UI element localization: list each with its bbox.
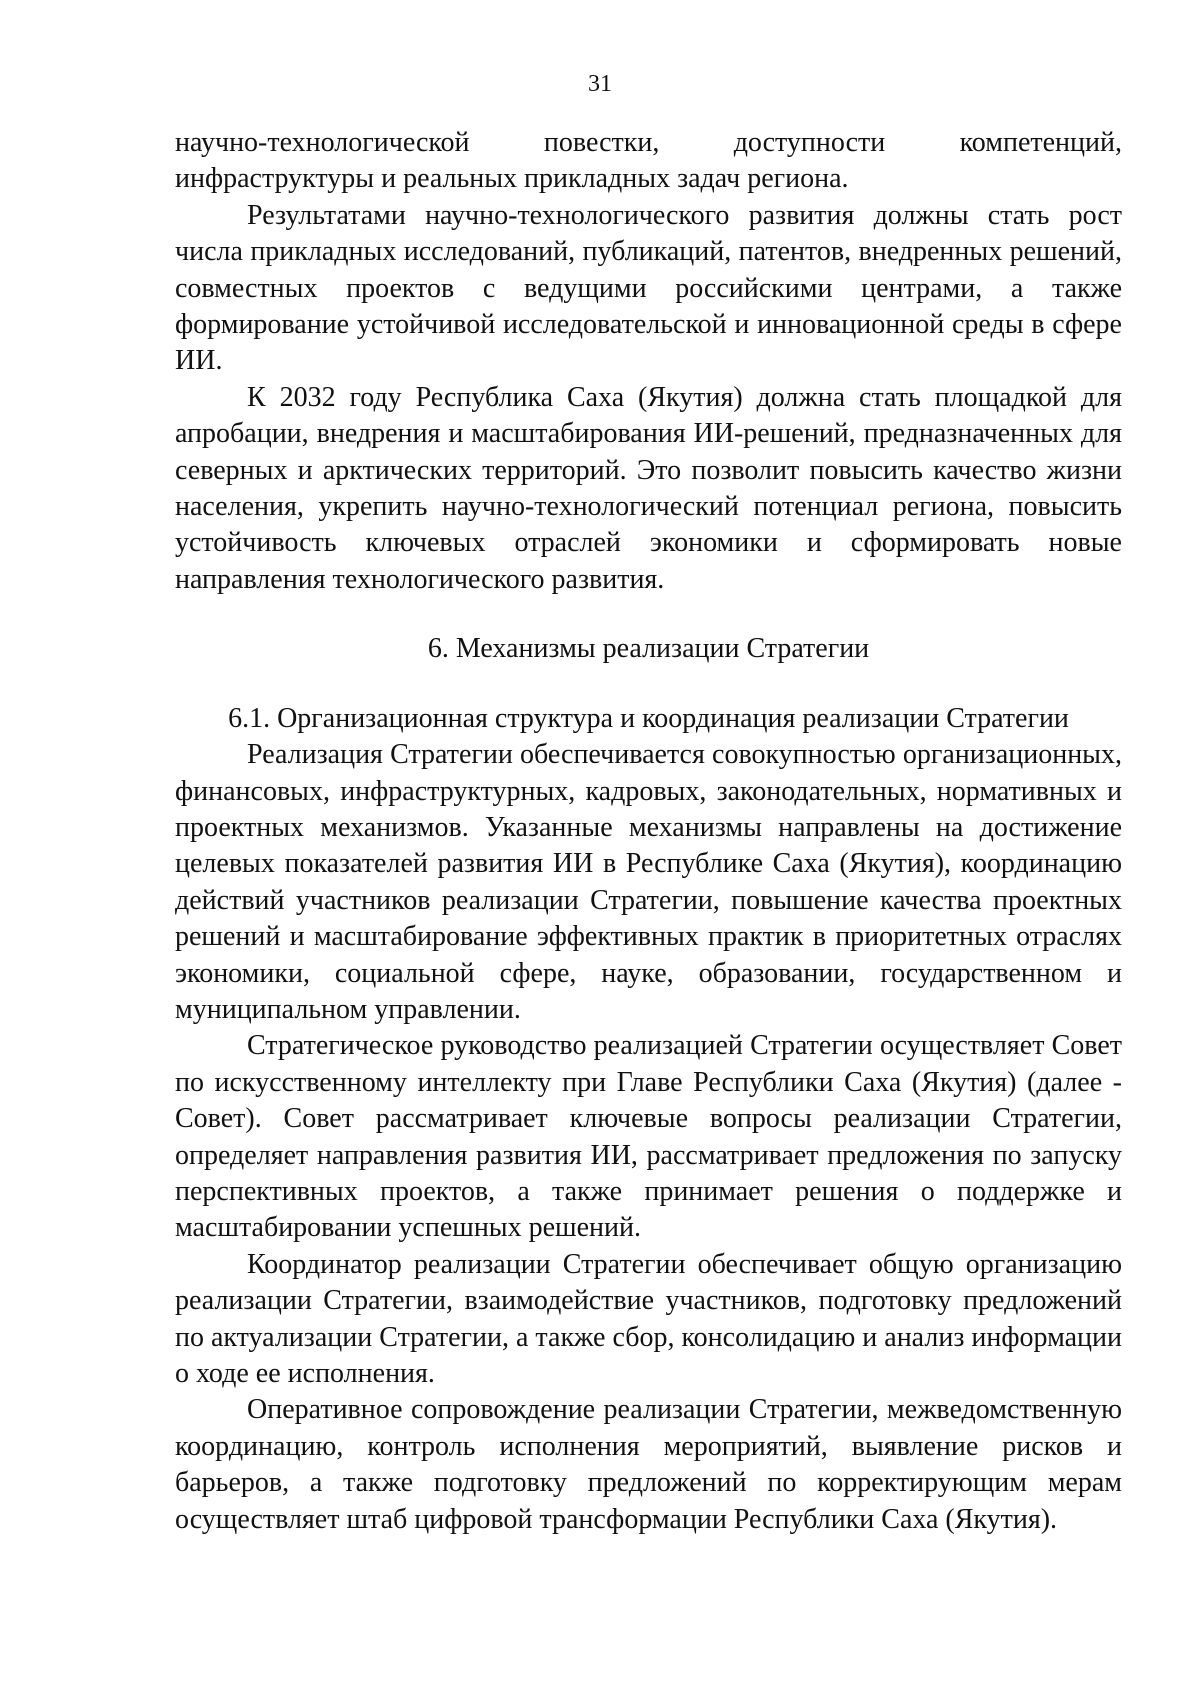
mechanisms-paragraph: Реализация Стратегии обеспечивается совокупностью организационных, финансовых, инфраструктурных, кадровых, законодательных, нормативных и проектных механизмов. Указанные механизмы направлены на достижение целевых показателей развития ИИ в Республике Саха (Якутия), координацию действий участников реализации Стратегии, повышение качества проектных решений и масштабирование эффективных практик в приоритетных отраслях экономики, социальной сфере, науке, образовании, государственном и муниципальном управлении.	[175, 739, 1122, 1025]
coordinator-paragraph: Координатор реализации Стратегии обеспечивает общую организацию реализации Стратегии, взаимодействие участников, подготовку предложений по актуализации Стратегии, а также сбор, консолидацию и анализ информации о ходе ее исполнения.	[175, 1248, 1122, 1389]
council-paragraph: Стратегическое руководство реализацией Стратегии осуществляет Совет по искусственному интеллекту при Главе Республики Саха (Якутия) (далее - Совет). Совет рассматривает ключевые вопросы реализации Стратегии, определяет направления развития ИИ, рассматривает предложения по запуску перспективных проектов, а также принимает решения о поддержке и масштабировании успешных решений.	[175, 1030, 1122, 1244]
document-body	[175, 125, 1122, 1538]
continuation-paragraph: научно-технологической повестки, доступности компетенций, инфраструктуры и реальных прикладных задач региона.	[175, 127, 1122, 195]
section-heading: 6. Механизмы реализации Стратегии	[427, 633, 870, 665]
goal-2032-paragraph: К 2032 году Республика Саха (Якутия) должна стать площадкой для апробации, внедрения и масштабирования ИИ-решений, предназначенных для северных и арктических территорий. Это позволит повысить качество жизни населения, укрепить научно-технологический потенциал региона, повысить устойчивость ключевых отраслей экономики и сформировать новые направления технологического развития.	[175, 381, 1122, 595]
subsection-heading: 6.1. Организационная структура и координация реализации Стратегии	[228, 702, 1069, 734]
results-paragraph: Результатами научно-технологического развития должны стать рост числа прикладных исследований, публикаций, патентов, внедренных решений, совместных проектов с ведущими российскими центрами, а также формирование устойчивой исследовательской и инновационной среды в сфере ИИ.	[175, 199, 1122, 377]
operational-support-paragraph: Оперативное сопровождение реализации Стратегии, межведомственную координацию, контроль исполнения мероприятий, выявление рисков и барьеров, а также подготовку предложений по корректирующим мерам осуществляет штаб цифровой трансформации Республики Саха (Якутия).	[175, 1394, 1122, 1535]
page-number: 31	[588, 71, 612, 97]
